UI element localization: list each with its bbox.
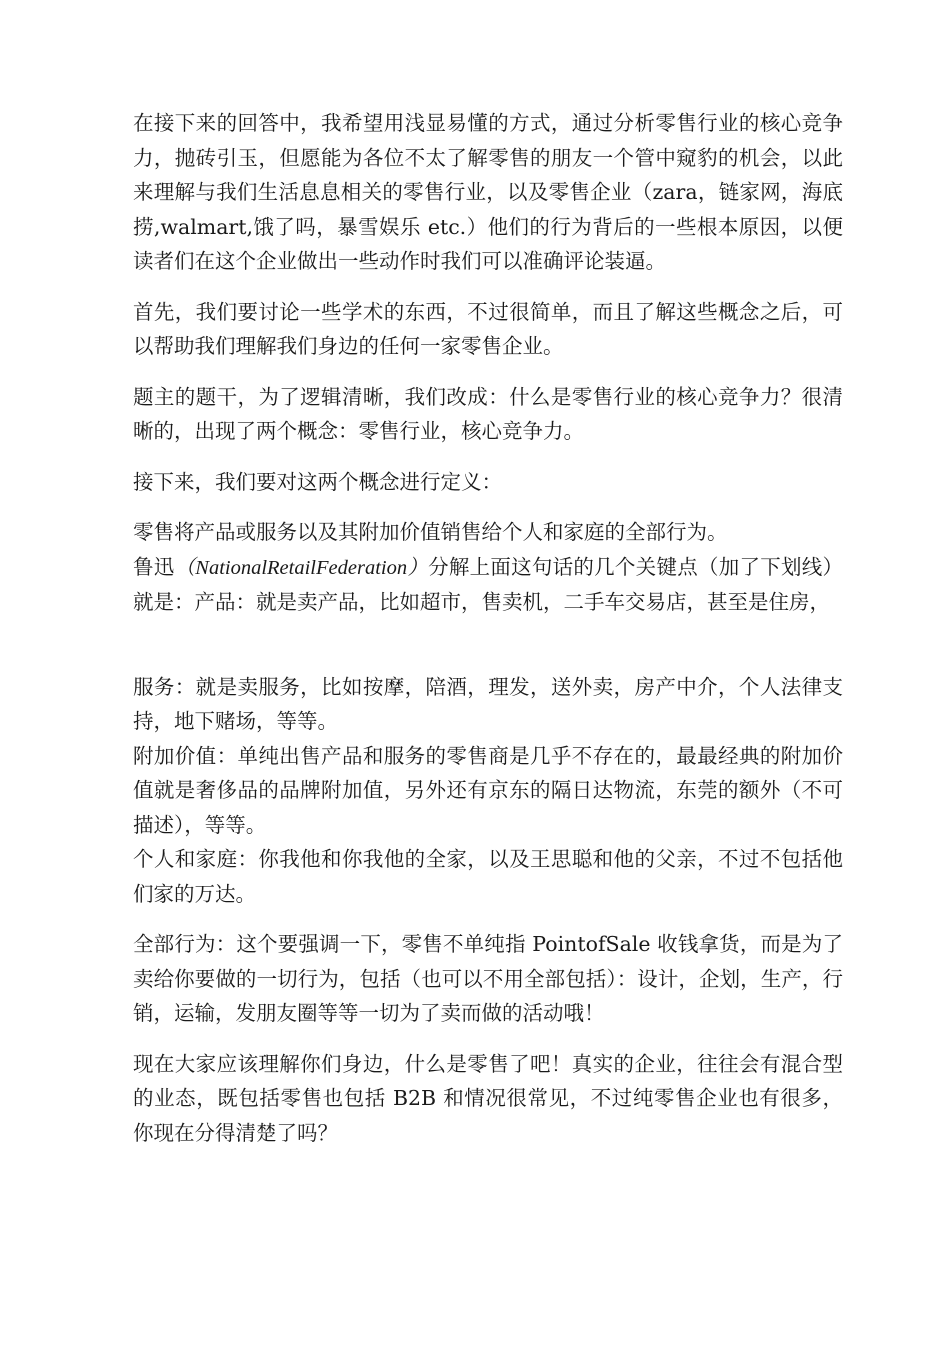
blank-line <box>133 636 843 670</box>
paragraph-keypoints <box>133 670 843 912</box>
paragraph-question: 题主的题干，为了逻辑清晰，我们改成：什么是零售行业的核心竞争力？很清晰的，出现了两个概念：零售行业，核心竞争力。 <box>133 384 843 443</box>
retail-keypoints-product: 分解上面这句话的几个关键点（加了下划线）就是：产品：就是卖产品，比如超市，售卖机，二手车交易店，甚至是住房， <box>133 554 844 614</box>
keypoint-added-value: 附加价值：单纯出售产品和服务的零售商是几乎不存在的，最最经典的附加价值就是奢侈品的品牌附加值，另外还有京东的隔日达物流，东莞的额外（不可描述），等等。 <box>133 743 843 837</box>
citation-author: 鲁迅 <box>133 554 175 579</box>
paragraph-all-activities: 全部行为：这个要强调一下，零售不单纯指 PointofSale 收钱拿货，而是为了卖给你要做的一切行为，包括（也可以不用全部包括）：设计，企划，生产，行销，运输，发朋友圈等等一切为了卖而做的活动哦！ <box>133 932 843 1025</box>
document-body <box>133 106 843 1166</box>
keypoint-individuals-families: 个人和家庭：你我他和你我他的全家，以及王思聪和他的父亲，不过不包括他们家的万达。 <box>133 847 843 906</box>
paragraph-academic: 首先，我们要讨论一些学术的东西，不过很简单，而且了解这些概念之后，可以帮助我们理解我们身边的任何一家零售企业。 <box>133 299 843 358</box>
paragraph-definitions-intro: 接下来，我们要对这两个概念进行定义： <box>133 469 502 494</box>
citation-source: （NationalRetailFederation） <box>174 556 429 579</box>
paragraph-retail-definition <box>133 515 843 620</box>
retail-definition-sentence: 零售将产品或服务以及其附加价值销售给个人和家庭的全部行为。 <box>133 520 728 544</box>
paragraph-intro: 在接下来的回答中，我希望用浅显易懂的方式，通过分析零售行业的核心竞争力，抛砖引玉，但愿能为各位不太了解零售的朋友一个管中窥豹的机会，以此来理解与我们生活息息相关的零售行业，以及零售企业（zara，链家网，海底捞,walmart,饿了吗，暴雪娱乐 etc.）他们的行为背后的一些根本原因，以便读者们在这个企业做出一些动作时我们可以准确评论装逼。 <box>133 111 843 273</box>
keypoint-services: 服务：就是卖服务，比如按摩，陪酒，理发，送外卖，房产中介，个人法律支持，地下赌场，等等。 <box>133 674 843 733</box>
paragraph-conclusion: 现在大家应该理解你们身边，什么是零售了吧！真实的企业，往往会有混合型的业态，既包括零售也包括 B2B 和情况很常见，不过纯零售企业也有很多，你现在分得清楚了吗？ <box>133 1051 843 1145</box>
